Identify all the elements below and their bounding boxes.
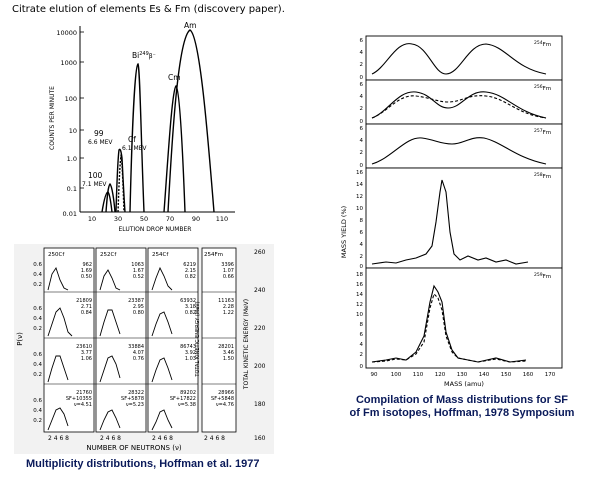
svg-text:0.50: 0.50 <box>80 274 92 280</box>
svg-text:1063: 1063 <box>131 262 144 268</box>
svg-text:170: 170 <box>544 372 556 378</box>
svg-text:0: 0 <box>359 75 363 81</box>
svg-text:140: 140 <box>478 372 490 378</box>
svg-text:962: 962 <box>82 262 92 268</box>
fm-label: 100 <box>88 171 103 180</box>
ytick: 10000 <box>56 29 77 37</box>
elution-y-ticks <box>56 29 77 218</box>
svg-text:3.46: 3.46 <box>222 350 234 356</box>
am-peak <box>168 30 214 212</box>
svg-text:SF+5848: SF+5848 <box>211 396 234 402</box>
svg-text:4: 4 <box>359 138 363 144</box>
es-energy: 6.6 MEV <box>88 139 113 146</box>
es-label: 99 <box>94 129 104 138</box>
svg-text:18: 18 <box>356 272 363 278</box>
svg-text:4: 4 <box>359 242 363 248</box>
ytick: 0.01 <box>62 210 77 218</box>
svg-text:1.69: 1.69 <box>80 268 92 274</box>
svg-text:110: 110 <box>412 372 424 378</box>
svg-text:6: 6 <box>359 332 363 338</box>
svg-text:3.77: 3.77 <box>80 350 92 356</box>
svg-text:0.2: 0.2 <box>33 282 42 288</box>
svg-text:4.07: 4.07 <box>132 350 144 356</box>
svg-text:1.07: 1.07 <box>222 268 234 274</box>
es-peak <box>118 156 124 212</box>
svg-text:4: 4 <box>359 50 363 56</box>
elution-chart <box>40 18 250 240</box>
svg-text:6: 6 <box>359 126 363 132</box>
svg-text:28966: 28966 <box>218 390 234 396</box>
mult-ylabel: P(ν) <box>16 332 24 346</box>
svg-text:1.22: 1.22 <box>222 310 234 316</box>
svg-text:0.6: 0.6 <box>33 398 42 404</box>
svg-text:28201: 28201 <box>218 344 234 350</box>
svg-text:1.06: 1.06 <box>80 356 92 362</box>
svg-text:2 4 6 8: 2 4 6 8 <box>152 435 173 442</box>
panel-259fm <box>366 268 562 368</box>
svg-text:23387: 23387 <box>128 298 144 304</box>
svg-text:254Fm: $^{254}$Fm <box>534 41 552 48</box>
svg-text:10: 10 <box>356 312 363 318</box>
svg-text:120: 120 <box>434 372 446 378</box>
svg-text:ν=5.38: ν=5.38 <box>177 402 196 408</box>
bi-label: $Bi^{249}_{\beta^-}$ <box>132 51 156 60</box>
elution-ylabel: COUNTS PER MINUTE <box>49 86 56 150</box>
svg-text:259Fm: $^{259}$Fm <box>534 273 552 280</box>
svg-text:14: 14 <box>356 292 363 298</box>
svg-text:2: 2 <box>359 352 363 358</box>
col-head: 254Fm <box>204 252 224 258</box>
col-head: 254Cf <box>152 252 169 258</box>
xtick: 70 <box>165 215 175 223</box>
svg-text:23610: 23610 <box>76 344 92 350</box>
svg-text:2: 2 <box>359 254 363 260</box>
svg-text:3.18: 3.18 <box>184 304 196 310</box>
svg-text:0.6: 0.6 <box>33 306 42 312</box>
svg-text:256Fm: $^{256}$Fm <box>534 85 552 92</box>
svg-text:14: 14 <box>356 182 363 188</box>
svg-text:2: 2 <box>359 62 363 68</box>
mass-x-ticks <box>371 372 556 378</box>
mass-xlabel: MASS (amu) <box>444 380 484 388</box>
svg-text:0: 0 <box>359 163 363 169</box>
svg-text:3.92: 3.92 <box>184 350 196 356</box>
svg-text:ν=5.23: ν=5.23 <box>125 402 144 408</box>
multiplicity-figure <box>14 244 274 454</box>
svg-text:12: 12 <box>356 194 363 200</box>
svg-text:6: 6 <box>359 38 363 44</box>
ytick: 1.0 <box>66 155 77 163</box>
svg-text:258Fm: $^{258}$Fm <box>534 173 552 180</box>
mass-distribution-figure <box>336 32 576 390</box>
caption-mass-distributions <box>332 394 592 420</box>
svg-text:2 4 6 8: 2 4 6 8 <box>100 435 121 442</box>
svg-text:SF+5878: SF+5878 <box>121 396 144 402</box>
svg-text:160: 160 <box>254 435 266 442</box>
svg-text:ν=4.51: ν=4.51 <box>73 402 92 408</box>
svg-text:ν=4.76: ν=4.76 <box>215 402 234 408</box>
svg-text:6219: 6219 <box>183 262 196 268</box>
svg-text:100: 100 <box>390 372 402 378</box>
svg-text:4: 4 <box>359 94 363 100</box>
ytick: 100 <box>64 95 77 103</box>
svg-text:0.6: 0.6 <box>33 262 42 268</box>
svg-text:2.28: 2.28 <box>222 304 234 310</box>
caption-elution: Citrate elution of elements Es & Fm (discovery paper). <box>12 4 285 15</box>
panel-257fm <box>366 124 562 168</box>
svg-text:200: 200 <box>254 363 266 370</box>
ytick: 1000 <box>60 59 77 67</box>
svg-text:0.82: 0.82 <box>184 274 196 280</box>
svg-text:16: 16 <box>356 282 363 288</box>
svg-text:21809: 21809 <box>76 298 92 304</box>
xtick: 10 <box>87 215 97 223</box>
tke-label-inner: TOTAL KINETIC ENERGY (MeV) <box>195 301 201 377</box>
caption-multiplicity: Multiplicity distributions, Hoffman et al. 1977 <box>26 458 260 470</box>
svg-text:1.67: 1.67 <box>132 268 144 274</box>
svg-text:180: 180 <box>254 401 266 408</box>
svg-text:2 4 6 8: 2 4 6 8 <box>204 435 225 442</box>
svg-text:2.15: 2.15 <box>184 268 196 274</box>
svg-text:8: 8 <box>359 322 363 328</box>
mass-ylabel: MASS YIELD (%) <box>340 205 348 259</box>
svg-text:0.4: 0.4 <box>33 272 42 278</box>
svg-text:12: 12 <box>356 302 363 308</box>
svg-text:1.03: 1.03 <box>184 356 196 362</box>
svg-text:0.84: 0.84 <box>80 310 92 316</box>
xtick: 110 <box>215 215 229 223</box>
svg-text:SF+10355: SF+10355 <box>65 396 92 402</box>
svg-text:10: 10 <box>356 206 363 212</box>
elution-x-ticks <box>88 215 228 223</box>
svg-text:6: 6 <box>359 230 363 236</box>
svg-text:1.50: 1.50 <box>222 356 234 362</box>
svg-text:16: 16 <box>356 170 363 176</box>
svg-text:0.52: 0.52 <box>132 274 144 280</box>
col-head: 250Cf <box>48 252 65 258</box>
mult-xlabel: NUMBER OF NEUTRONS (ν) <box>86 444 182 452</box>
ytick: 10 <box>68 127 77 135</box>
fm-energy: 7.1 MEV <box>82 181 107 188</box>
elution-xlabel: ELUTION DROP NUMBER <box>118 226 192 233</box>
svg-text:21760: 21760 <box>76 390 92 396</box>
cm-label: Cm <box>168 73 181 82</box>
svg-text:0.2: 0.2 <box>33 326 42 332</box>
svg-text:2 4 6 8: 2 4 6 8 <box>48 435 69 442</box>
panel-256fm <box>366 80 562 124</box>
tke-label-outer: TOTAL KINETIC ENERGY (MeV) <box>243 298 250 390</box>
svg-text:240: 240 <box>254 287 266 294</box>
svg-text:3396: 3396 <box>221 262 234 268</box>
am-label: Am <box>184 21 197 30</box>
cf-energy: 6.1 MEV <box>122 145 147 152</box>
cf-label: Cf <box>128 135 136 144</box>
svg-text:11163: 11163 <box>218 298 234 304</box>
svg-text:150: 150 <box>500 372 512 378</box>
svg-text:0.80: 0.80 <box>132 310 144 316</box>
col-head: 252Cf <box>100 252 117 258</box>
svg-text:28322: 28322 <box>128 390 144 396</box>
svg-text:130: 130 <box>456 372 468 378</box>
svg-text:0.4: 0.4 <box>33 408 42 414</box>
svg-text:89202: 89202 <box>180 390 196 396</box>
svg-text:0: 0 <box>359 119 363 125</box>
svg-text:8: 8 <box>359 218 363 224</box>
svg-text:0.2: 0.2 <box>33 372 42 378</box>
svg-text:4: 4 <box>359 342 363 348</box>
svg-text:2.71: 2.71 <box>80 304 92 310</box>
xtick: 30 <box>113 215 123 223</box>
svg-text:0.4: 0.4 <box>33 362 42 368</box>
caption-mass-line2: of Fm isotopes, Hoffman, 1978 Symposium <box>349 407 575 419</box>
caption-mass-line1: Compilation of Mass distributions for SF <box>355 394 569 406</box>
svg-text:2: 2 <box>359 150 363 156</box>
panel-254fm <box>366 36 562 80</box>
ytick: 0.1 <box>66 185 77 193</box>
svg-text:33884: 33884 <box>128 344 144 350</box>
svg-text:6: 6 <box>359 82 363 88</box>
svg-text:90: 90 <box>370 372 378 378</box>
svg-text:0.2: 0.2 <box>33 418 42 424</box>
svg-text:160: 160 <box>522 372 534 378</box>
svg-text:0.66: 0.66 <box>222 274 234 280</box>
svg-text:SF+17822: SF+17822 <box>169 396 196 402</box>
svg-text:0: 0 <box>359 264 363 270</box>
xtick: 90 <box>191 215 201 223</box>
svg-text:2.95: 2.95 <box>132 304 144 310</box>
svg-text:0.6: 0.6 <box>33 352 42 358</box>
panel-258fm <box>366 168 562 268</box>
svg-text:86743: 86743 <box>180 344 196 350</box>
svg-text:220: 220 <box>254 325 266 332</box>
svg-text:0: 0 <box>359 364 363 370</box>
svg-text:0.76: 0.76 <box>132 356 144 362</box>
xtick: 50 <box>139 215 149 223</box>
svg-text:0.4: 0.4 <box>33 316 42 322</box>
svg-text:260: 260 <box>254 249 266 256</box>
svg-text:2: 2 <box>359 106 363 112</box>
svg-text:0.82: 0.82 <box>184 310 196 316</box>
svg-text:257Fm: $^{257}$Fm <box>534 129 552 136</box>
svg-text:63932: 63932 <box>180 298 196 304</box>
